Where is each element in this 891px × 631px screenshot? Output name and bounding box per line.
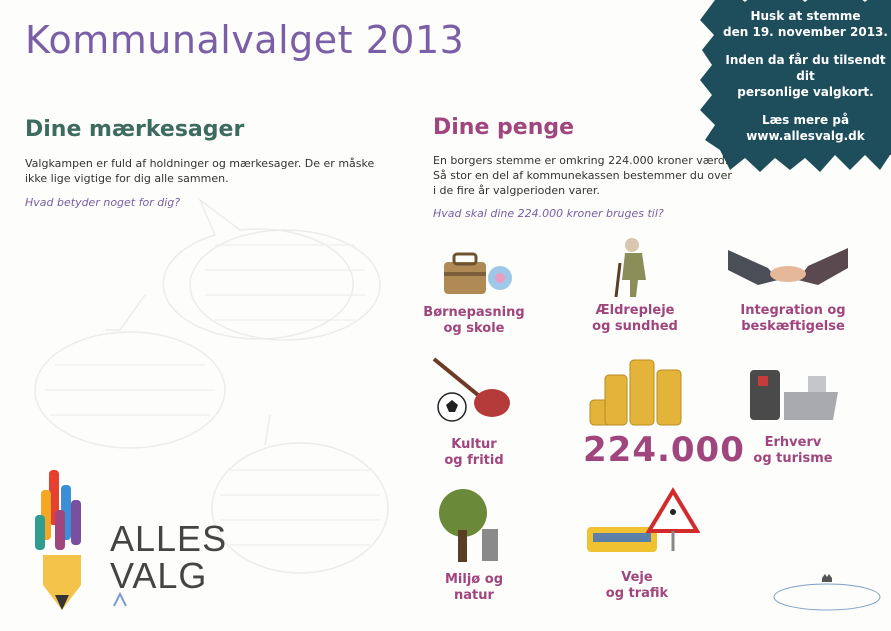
football-guitar-icon — [430, 355, 515, 425]
alles-valg-hands-icon — [33, 470, 93, 615]
handshake-icon — [728, 240, 848, 290]
reminder-line1: Husk at stemme — [750, 9, 861, 23]
category-elder-care-health: Ældrepleje og sundhed — [592, 303, 678, 334]
left-question: Hvad betyder noget for dig? — [25, 196, 181, 209]
category-roads-traffic: Veje og trafik — [605, 570, 669, 601]
ministry-crown-logo-icon — [772, 572, 882, 612]
speech-bubble-2-tail — [105, 295, 145, 330]
bus-roadwork-sign-icon — [585, 487, 700, 562]
coin-stacks-icon — [585, 355, 695, 430]
reminder-url-link[interactable]: www.allesvalg.dk — [746, 129, 865, 143]
amount-figure: 224.000 — [583, 430, 745, 470]
speech-bubble-3-body — [212, 443, 388, 573]
speech-bubble-1-body — [190, 230, 380, 340]
right-question: Hvad skal dine 224.000 kroner bruges til? — [433, 207, 664, 220]
left-text-2: ikke lige vigtige for dig alle sammen. — [25, 172, 229, 185]
tree-icon — [438, 485, 518, 565]
page-title: Kommunalvalget 2013 — [25, 18, 465, 62]
right-text-1: En borgers stemme er omkring 224.000 kroner værd. — [433, 154, 729, 167]
reminder-text — [718, 8, 891, 156]
category-child-care-school: Børnepasning og skole — [423, 305, 525, 336]
logo-word-valg: VALG — [110, 555, 208, 596]
reminder-line3: Inden da får du tilsendt dit — [725, 53, 886, 83]
reminder-line5: Læs mere på — [761, 113, 850, 127]
suitcase-cash-register-icon — [748, 362, 843, 422]
logo-caret-icon — [110, 590, 130, 610]
school-bag-pacifier-icon — [440, 250, 520, 300]
speech-bubble-1 — [163, 200, 353, 339]
left-heading: Dine mærkesager — [25, 117, 245, 142]
reminder-line4: personlige valgkort. — [737, 85, 874, 99]
category-culture-leisure: Kultur og fritid — [444, 437, 504, 468]
category-environment-nature: Miljø og natur — [445, 572, 503, 603]
speech-bubble-3-tail — [265, 415, 270, 445]
reminder-line2: den 19. november 2013. — [723, 25, 888, 39]
elderly-person-icon — [610, 235, 665, 300]
category-business-tourism: Erhverv og turisme — [753, 435, 833, 466]
right-heading: Dine penge — [433, 115, 575, 140]
left-text-1: Valgkampen er fuld af holdninger og mærkesager. De er måske — [25, 157, 375, 170]
right-text-3: i de fire år valgperioden varer. — [433, 184, 600, 197]
logo-word-alles: ALLES — [110, 518, 228, 559]
category-integration-employment: Integration og beskæftigelse — [740, 303, 846, 334]
right-text-2: Så stor en del af kommunekassen bestemmer du over — [433, 169, 732, 182]
